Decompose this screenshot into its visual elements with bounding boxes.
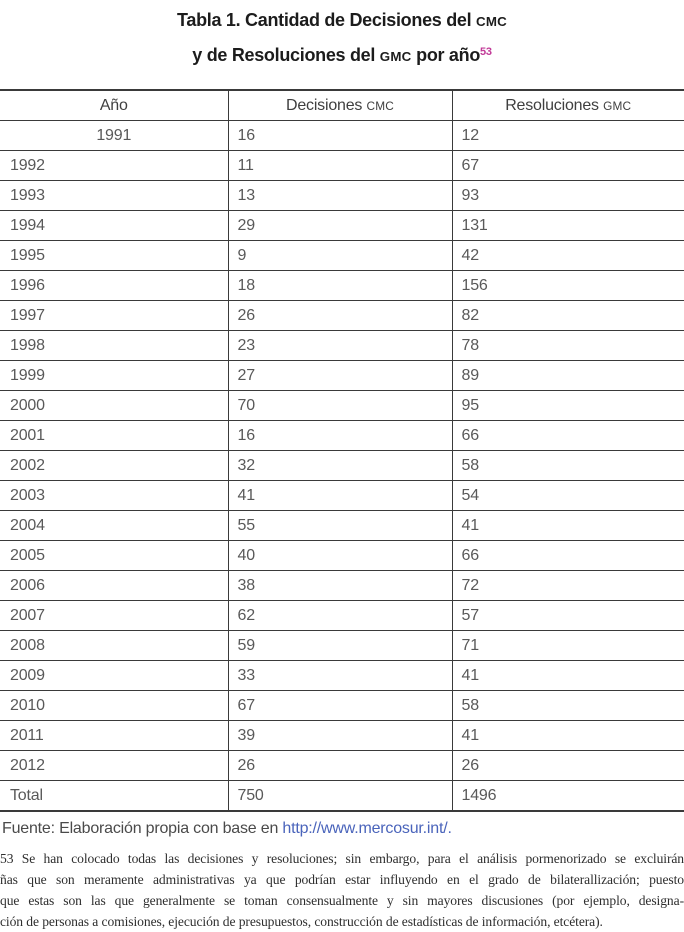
footnote: [0, 848, 684, 932]
resoluciones-cell: 58: [452, 691, 684, 721]
table-row: [0, 421, 684, 451]
table-row: [0, 541, 684, 571]
table-row: [0, 481, 684, 511]
table-row: [0, 391, 684, 421]
decisiones-cell: 13: [228, 181, 452, 211]
resoluciones-cell: 131: [452, 211, 684, 241]
decisiones-cell: 67: [228, 691, 452, 721]
year-cell: 2012: [0, 751, 228, 781]
year-cell: 2004: [0, 511, 228, 541]
table-row: [0, 571, 684, 601]
col-header-ano: [0, 90, 228, 121]
table-row: [0, 301, 684, 331]
table-row: [0, 331, 684, 361]
title-text-1: Tabla 1. Cantidad de Decisiones del: [177, 10, 477, 30]
decisiones-cell: 16: [228, 421, 452, 451]
resoluciones-cell: 89: [452, 361, 684, 391]
col-header-decisiones-label: Decisiones: [285, 96, 367, 114]
resoluciones-cell: 26: [452, 751, 684, 781]
resoluciones-cell: 95: [452, 391, 684, 421]
year-cell: 1998: [0, 331, 228, 361]
footnote-line: ción de personas a comisiones, ejecución de presupuestos, construcción de estadísticas de información, etcétera).: [0, 914, 603, 929]
decisiones-cell: 18: [228, 271, 452, 301]
table-row: [0, 361, 684, 391]
table-title-line1: [0, 5, 684, 37]
year-cell: 2000: [0, 391, 228, 421]
year-cell: 2010: [0, 691, 228, 721]
year-cell: 2008: [0, 631, 228, 661]
year-cell: 2003: [0, 481, 228, 511]
footnote-line: que estas son las que generalmente se toman consensualmente y sin mayores discusiones (por ejemplo, designa-: [0, 893, 684, 908]
year-cell: 1996: [0, 271, 228, 301]
year-cell: 2002: [0, 451, 228, 481]
resoluciones-cell: 66: [452, 541, 684, 571]
resoluciones-cell: 78: [452, 331, 684, 361]
source-link[interactable]: http://www.mercosur.int/.: [282, 820, 452, 837]
resoluciones-cell: 12: [452, 121, 684, 151]
col-header-gmc-smallcaps: GMC: [603, 98, 632, 113]
decisiones-cell: 39: [228, 721, 452, 751]
year-cell: 1994: [0, 211, 228, 241]
title-smallcaps-gmc: GMC: [379, 49, 412, 64]
year-cell: 1999: [0, 361, 228, 391]
year-cell: 2009: [0, 661, 228, 691]
decisiones-cell: 26: [228, 301, 452, 331]
title-smallcaps-cmc: CMC: [476, 14, 507, 29]
table-row: [0, 661, 684, 691]
resoluciones-cell: 82: [452, 301, 684, 331]
decisiones-cell: 26: [228, 751, 452, 781]
table-row: [0, 601, 684, 631]
decisiones-cell: 750: [228, 781, 452, 812]
year-cell: 1993: [0, 181, 228, 211]
resoluciones-cell: 41: [452, 511, 684, 541]
resoluciones-cell: 41: [452, 721, 684, 751]
decisiones-cell: 23: [228, 331, 452, 361]
table-body: [0, 121, 684, 812]
table-row: [0, 151, 684, 181]
year-cell: 1992: [0, 151, 228, 181]
decisiones-cell: 55: [228, 511, 452, 541]
resoluciones-cell: 57: [452, 601, 684, 631]
resoluciones-cell: 72: [452, 571, 684, 601]
table-row: [0, 241, 684, 271]
year-cell: 2001: [0, 421, 228, 451]
decisiones-cell: 38: [228, 571, 452, 601]
footnote-ref-superscript: 53: [480, 46, 492, 58]
decisiones-cell: 33: [228, 661, 452, 691]
table-row: [0, 751, 684, 781]
resoluciones-cell: 156: [452, 271, 684, 301]
year-cell: 1991: [0, 121, 228, 151]
table-total-row: [0, 781, 684, 812]
decisions-resolutions-table: [0, 89, 684, 812]
table-row: [0, 691, 684, 721]
decisiones-cell: 27: [228, 361, 452, 391]
table-row: [0, 721, 684, 751]
table-title: [0, 0, 684, 72]
year-cell: 1995: [0, 241, 228, 271]
year-cell: 2006: [0, 571, 228, 601]
resoluciones-cell: 67: [452, 151, 684, 181]
table-row: [0, 211, 684, 241]
decisiones-cell: 59: [228, 631, 452, 661]
table-header-row: [0, 90, 684, 121]
resoluciones-cell: 42: [452, 241, 684, 271]
resoluciones-cell: 54: [452, 481, 684, 511]
source-line: [0, 819, 684, 839]
year-cell: Total: [0, 781, 228, 812]
col-header-resoluciones-gmc: [452, 90, 684, 121]
decisiones-cell: 29: [228, 211, 452, 241]
col-header-cmc-smallcaps: CMC: [366, 98, 395, 113]
table-row: [0, 271, 684, 301]
table-row: [0, 631, 684, 661]
year-cell: 2007: [0, 601, 228, 631]
year-cell: 2005: [0, 541, 228, 571]
decisiones-cell: 62: [228, 601, 452, 631]
decisiones-cell: 11: [228, 151, 452, 181]
resoluciones-cell: 1496: [452, 781, 684, 812]
footnote-line: 53 Se han colocado todas las decisiones y resoluciones; sin embargo, para el análisis pormenorizado se excluirán: [0, 851, 684, 866]
table-row: [0, 451, 684, 481]
title-text-3: por año: [411, 45, 481, 65]
resoluciones-cell: 41: [452, 661, 684, 691]
col-header-ano-label: Año: [99, 96, 128, 114]
year-cell: 1997: [0, 301, 228, 331]
footnote-line: ñas que son meramente administrativas ya que podrían estar influyendo en el grado de bilaterallización; puesto: [0, 872, 684, 887]
title-text-2: y de Resoluciones del: [192, 45, 380, 65]
table-row: [0, 511, 684, 541]
decisiones-cell: 9: [228, 241, 452, 271]
resoluciones-cell: 93: [452, 181, 684, 211]
col-header-resoluciones-label: Resoluciones: [505, 96, 604, 114]
resoluciones-cell: 71: [452, 631, 684, 661]
year-cell: 2011: [0, 721, 228, 751]
decisiones-cell: 16: [228, 121, 452, 151]
decisiones-cell: 70: [228, 391, 452, 421]
resoluciones-cell: 58: [452, 451, 684, 481]
table-row: [0, 181, 684, 211]
table-row: [0, 121, 684, 151]
decisiones-cell: 32: [228, 451, 452, 481]
col-header-decisiones-cmc: [228, 90, 452, 121]
decisiones-cell: 40: [228, 541, 452, 571]
resoluciones-cell: 66: [452, 421, 684, 451]
decisiones-cell: 41: [228, 481, 452, 511]
source-text: Fuente: Elaboración propia con base en: [2, 820, 283, 837]
table-title-line2: [0, 37, 684, 72]
